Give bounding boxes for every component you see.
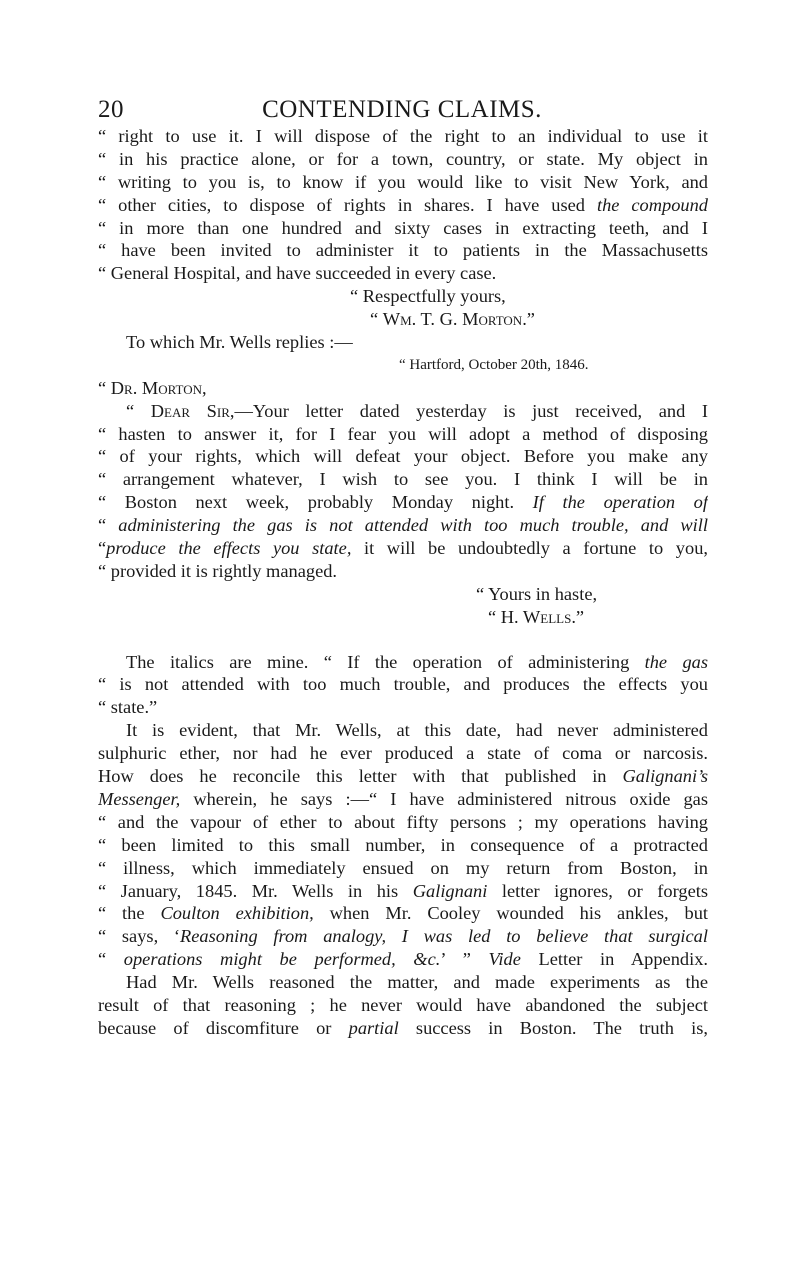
text-line <box>98 696 708 719</box>
text-run: “ Respectfully yours, <box>350 286 506 307</box>
italic-text: Vide <box>488 949 521 970</box>
text-run: How does he reconcile this letter with that published in <box>98 766 623 787</box>
italic-text: administering the gas is not attended with too much trouble, and will <box>118 515 708 536</box>
text-run: —Your letter dated yesterday is just received, and I <box>234 400 708 421</box>
text-line <box>98 217 708 240</box>
text-run: Dr. Morton, <box>110 377 207 398</box>
body-text <box>98 125 708 1040</box>
text-line <box>98 285 708 308</box>
text-line <box>98 583 708 606</box>
text-run: “ state.” <box>98 697 158 718</box>
text-run: “ January, 1845. Mr. Wells in his <box>98 880 413 901</box>
text-line <box>98 1017 708 1040</box>
text-run: “ provided it is rightly managed. <box>98 560 338 581</box>
text-run: “ right to use it. I will dispose of the right to an individual to use it <box>98 126 708 146</box>
text-run: “ <box>98 949 124 970</box>
text-run: because of discomfiture or <box>98 1017 349 1038</box>
text-run: success in Boston. The truth is, <box>398 1017 708 1038</box>
italic-text: partial <box>348 1017 399 1038</box>
text-run: “ <box>98 515 119 536</box>
italic-text: Coulton exhibition, <box>160 903 314 924</box>
text-run: “ <box>488 606 501 627</box>
text-line <box>98 400 708 423</box>
text-run: “ illness, which immediately ensued on my return from Boston, in <box>98 857 708 878</box>
text-run: H. Wells.” <box>500 606 585 627</box>
text-line <box>98 423 708 446</box>
text-run: “ is not attended with too much trouble, and produces the effects you <box>98 674 708 695</box>
text-line <box>98 880 708 903</box>
text-run: It is evident, that Mr. Wells, at this date, had never administered <box>126 720 708 741</box>
text-line <box>98 948 708 971</box>
text-run: “ hasten to answer it, for I fear you will adopt a method of disposing <box>98 423 708 444</box>
text-run: “ the <box>98 903 161 924</box>
text-line <box>98 148 708 171</box>
text-line <box>98 125 708 148</box>
text-run: “ says, ‘ <box>98 926 181 947</box>
italic-text: the gas <box>644 651 708 672</box>
text-run: Dear Sir, <box>150 400 235 421</box>
text-run: “ <box>126 400 151 421</box>
text-run: “ General Hospital, and have succeeded in every case. <box>98 263 497 284</box>
text-run: Wm. T. G. Morton.” <box>382 309 535 330</box>
text-line <box>98 673 708 696</box>
text-run: it will be undoubtedly a fortune to you, <box>351 538 708 559</box>
text-run: “ Hartford, October 20th, 1846. <box>399 356 589 373</box>
text-run: result of that reasoning ; he never would have abandoned the subject <box>98 994 708 1015</box>
text-run: “ Yours in haste, <box>476 583 598 604</box>
text-line <box>98 971 708 994</box>
text-line <box>98 445 708 468</box>
text-line <box>98 719 708 742</box>
text-line <box>98 194 708 217</box>
text-line <box>98 331 708 354</box>
text-run: “ Boston next week, probably Monday night. <box>98 492 533 513</box>
text-line <box>98 629 708 651</box>
page-number: 20 <box>98 96 124 123</box>
text-run: “ <box>98 538 107 559</box>
text-run: sulphuric ether, nor had he ever produced a state of coma or narcosis. <box>98 743 708 764</box>
text-run: “ <box>370 309 383 330</box>
text-line <box>98 308 708 331</box>
text-line <box>98 651 708 674</box>
text-line <box>98 788 708 811</box>
text-line <box>98 537 708 560</box>
text-run: when Mr. Cooley wounded his ankles, but <box>313 903 708 924</box>
text-run: “ writing to you is, to know if you would like to visit New York, and <box>98 171 708 192</box>
text-line <box>98 902 708 925</box>
text-run: “ other cities, to dispose of rights in shares. I have used <box>98 194 597 215</box>
text-run: ’ ” <box>440 949 489 970</box>
text-line <box>98 491 708 514</box>
text-line <box>98 765 708 788</box>
text-line <box>98 514 708 537</box>
text-run: “ have been invited to administer it to patients in the Massachusetts <box>98 240 708 261</box>
text-line <box>98 994 708 1017</box>
text-run: To which Mr. Wells replies :— <box>126 332 353 353</box>
text-line <box>98 606 708 629</box>
text-run: letter ignores, or forgets <box>487 880 708 901</box>
italic-text: If the operation of <box>532 492 708 513</box>
text-line <box>98 857 708 880</box>
text-run: The italics are mine. “ If the operation of administering <box>126 651 645 672</box>
text-line <box>98 377 708 400</box>
italic-text: operations might be performed, &c. <box>123 949 441 970</box>
text-line <box>98 811 708 834</box>
italic-text: produce the effects you state, <box>106 538 352 559</box>
text-run: “ <box>98 377 111 398</box>
text-run: “ in his practice alone, or for a town, country, or state. My object in <box>98 148 708 169</box>
text-line <box>98 560 708 583</box>
text-run: Letter in Appendix. <box>520 949 708 970</box>
text-run: “ in more than one hundred and sixty cases in extracting teeth, and I <box>98 217 708 238</box>
italic-text: Galignani <box>412 880 488 901</box>
text-line <box>98 834 708 857</box>
text-run: “ been limited to this small number, in consequence of a protracted <box>98 834 708 855</box>
text-line <box>98 354 708 377</box>
text-line <box>98 262 708 285</box>
italic-text: Messenger, <box>98 788 181 809</box>
text-run: wherein, he says :—“ I have administered nitrous oxide gas <box>180 788 708 809</box>
text-run: “ of your rights, which will defeat your object. Before you make any <box>98 446 708 467</box>
text-line <box>98 925 708 948</box>
italic-text: the compound <box>596 194 708 215</box>
text-line <box>98 239 708 262</box>
running-title: CONTENDING CLAIMS. <box>262 96 542 123</box>
text-run: “ arrangement whatever, I wish to see you. I think I will be in <box>98 469 708 490</box>
text-run: Had Mr. Wells reasoned the matter, and made experiments as the <box>126 972 708 993</box>
italic-text: Reasoning from analogy, I was led to believe that surgical <box>180 926 708 947</box>
italic-text: Galignani’s <box>622 766 708 787</box>
text-run: “ and the vapour of ether to about fifty persons ; my operations having <box>98 811 708 832</box>
text-line <box>98 742 708 765</box>
text-line <box>98 468 708 491</box>
text-line <box>98 171 708 194</box>
